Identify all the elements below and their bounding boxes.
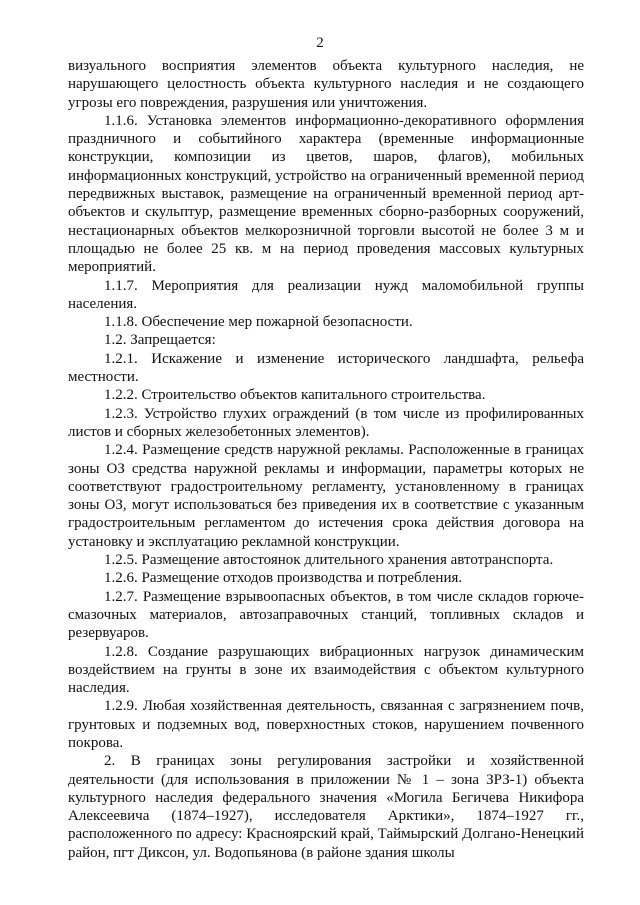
paragraph-1-2-3: 1.2.3. Устройство глухих ограждений (в том числе из профилированных листов и сборных железобетонных элементов). xyxy=(68,405,584,440)
paragraph-1-1-7: 1.1.7. Мероприятия для реализации нужд маломобильной группы населения. xyxy=(68,277,584,312)
paragraph-1-2-7: 1.2.7. Размещение взрывоопасных объектов, в том числе складов горюче-смазочных материалов, автозаправочных станций, топливных складов и резервуаров. xyxy=(68,588,584,642)
paragraph-1-2-2: 1.2.2. Строительство объектов капитального строительства. xyxy=(104,387,486,404)
paragraph-1-2-8: 1.2.8. Создание разрушающих вибрационных нагрузок динамическим воздействием на грунты в зоне их взаимодействия с объектом культурного наследия. xyxy=(68,643,584,697)
paragraph-continuation: визуального восприятия элементов объекта культурного наследия, не нарушающего целостность объекта культурного наследия и не создающего угрозы его повреждения, разрушения или уничтожения. xyxy=(68,58,584,111)
paragraph-1-1-6: 1.1.6. Установка элементов информационно-декоративного оформления праздничного и событийного характера (временные информационные конструкции, композиции из цветов, шаров, флагов), мобильных информационных конструкций, устройство на ограниченный временной период передвижных выставок, размещение на ограниченный временной период арт-объектов и скульптур, размещение временных сборно-разборных сооружений, нестационарных объектов мелкорозничной торговли высотой не более 3 м и площадью не более 25 кв. м на период проведения массовых культурных мероприятий. xyxy=(68,112,584,276)
paragraph-1-2-9: 1.2.9. Любая хозяйственная деятельность, связанная с загрязнением почв, грунтовых и подземных вод, поверхностных стоков, нарушением почвенного покрова. xyxy=(68,698,584,751)
paragraph-1-2-6: 1.2.6. Размещение отходов производства и потребления. xyxy=(104,570,463,587)
page-number: 2 xyxy=(316,35,324,51)
paragraph-1-1-8: 1.1.8. Обеспечение мер пожарной безопасности. xyxy=(104,314,413,331)
paragraph-1-2-5: 1.2.5. Размещение автостоянок длительного хранения автотранспорта. xyxy=(104,552,554,569)
paragraph-2: 2. В границах зоны регулирования застройки и хозяйственной деятельности (для использования в приложении № 1 – зона ЗРЗ-1) объекта культурного наследия федерального значения «Могила Бегичева Никифора Алексеевича (1874–1927), исследователя Арктики», 1874–1927 гг., расположенного по адресу: Красноярский край, Таймырский Долгано-Ненецкий район, пгт Диксон, ул. Водопьянова (в районе здания школы xyxy=(68,753,584,861)
document-body xyxy=(68,57,584,862)
paragraph-1-2-1: 1.2.1. Искажение и изменение исторического ландшафта, рельефа местности. xyxy=(68,350,584,386)
paragraph-1-2: 1.2. Запрещается: xyxy=(104,332,216,349)
paragraph-1-2-4: 1.2.4. Размещение средств наружной рекламы. Расположенные в границах зоны ОЗ средства наружной рекламы и информации, параметры которых не соответствуют градостроительному регламенту, установленному в границах зоны ОЗ, могут использоваться без приведения их в соответствие с указанным градостроительным регламентом до истечения срока действия договора на установку и эксплуатацию рекламной конструкции. xyxy=(68,442,584,550)
